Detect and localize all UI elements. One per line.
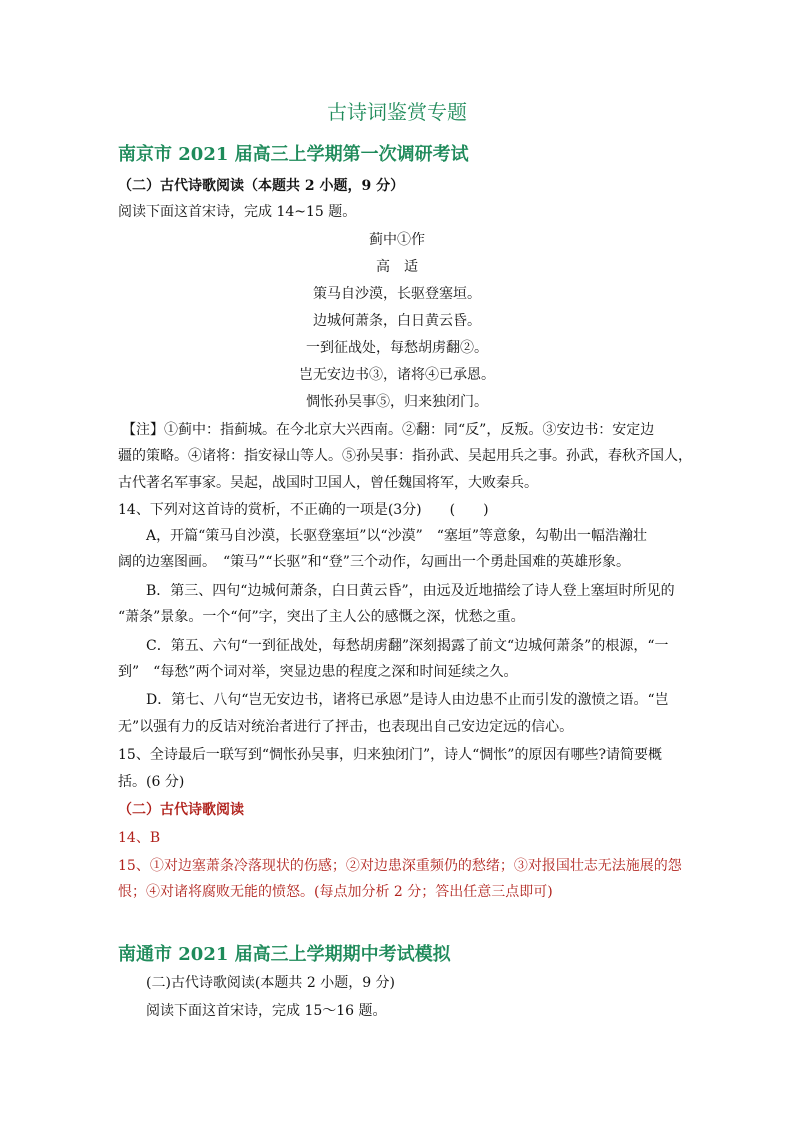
option-c: C．第五、六句“一到征战处，每愁胡虏翻”深刻揭露了前文“边城何萧条”的根源，“一 xyxy=(146,638,669,654)
section2-heading: 南通市 2021 届高三上学期期中考试模拟 xyxy=(118,944,451,965)
section2-part-title: (二)古代诗歌阅读(本题共 2 小题，9 分) xyxy=(146,975,396,991)
option-b-cont: “萧条”景象。一个“何”字，突出了主人公的感慨之深，忧愁之重。 xyxy=(118,609,525,625)
section1-part-title: （二）古代诗歌阅读（本题共 2 小题，9 分） xyxy=(118,178,405,194)
notes-line: 古代著名军事家。吴起，战国时卫国人，曾任魏国将军，大败秦兵。 xyxy=(118,475,538,491)
option-b: B．第三、四句“边城何萧条，白日黄云昏”，由远及近地描绘了诗人登上塞垣时所见的 xyxy=(146,583,675,599)
option-c-cont: 到” “每愁”两个词对举，突显边患的程度之深和时间延续之久。 xyxy=(118,664,518,680)
page-title: 古诗词鉴赏专题 xyxy=(327,100,467,124)
option-d: D．第七、八句“岂无安边书，诸将已承恩”是诗人由边患不止而引发的激愤之语。“岂 xyxy=(146,692,669,708)
section2-instruction: 阅读下面这首宋诗，完成 15～16 题。 xyxy=(146,1003,387,1019)
poem-line: 策马自沙漠，长驱登塞垣。 xyxy=(313,286,481,302)
answer-15: 15、①对边塞萧条冷落现状的伤感；②对边患深重频仍的愁绪；③对报国壮志无法施展的怨 xyxy=(118,858,682,874)
option-a: A，开篇“策马自沙漠，长驱登塞垣”以“沙漠” “塞垣”等意象，勾勒出一幅浩瀚壮 xyxy=(146,528,648,544)
section1-heading: 南京市 2021 届高三上学期第一次调研考试 xyxy=(118,144,469,165)
poem-line: 岂无安边书③，诸将④已承恩。 xyxy=(299,367,495,383)
poem-line: 一到征战处，每愁胡虏翻②。 xyxy=(306,340,488,356)
poem-title: 蓟中①作 xyxy=(369,232,425,248)
question-15: 15、全诗最后一联写到“惆怅孙吴事，归来独闭门”，诗人“惆怅”的原因有哪些?请简要概 xyxy=(118,747,662,763)
poem-line: 边城何萧条，白日黄云昏。 xyxy=(313,313,481,329)
question-14: 14、下列对这首诗的赏析，不正确的一项是(3分) ( ) xyxy=(118,502,489,518)
notes-line: 疆的策略。④诸将：指安禄山等人。⑤孙吴事：指孙武、吴起用兵之事。孙武，春秋齐国人， xyxy=(118,448,692,464)
option-d-cont: 无”以强有力的反诘对统治者进行了抨击，也表现出自己安边定远的信心。 xyxy=(118,719,574,735)
question-15-cont: 括。(6 分) xyxy=(118,774,185,790)
answer-15-cont: 恨；④对诸将腐败无能的愤怒。(每点加分析 2 分；答出任意三点即可) xyxy=(118,884,553,900)
section1-instruction: 阅读下面这首宋诗，完成 14~15 题。 xyxy=(118,204,357,220)
notes-line: 【注】①蓟中：指蓟城。在今北京大兴西南。②翻：同“反”，反叛。③安边书：安定边 xyxy=(122,422,655,438)
option-a-cont: 阔的边塞图画。 “策马”“长驱”和“登”三个动作，勾画出一个勇赴国难的英雄形象。 xyxy=(118,554,630,570)
poem-line: 惆怅孙吴事⑤，归来独闭门。 xyxy=(306,394,488,410)
answer-title: （二）古代诗歌阅读 xyxy=(118,802,244,818)
answer-14: 14、B xyxy=(118,830,161,846)
poem-author: 高 适 xyxy=(376,259,418,275)
